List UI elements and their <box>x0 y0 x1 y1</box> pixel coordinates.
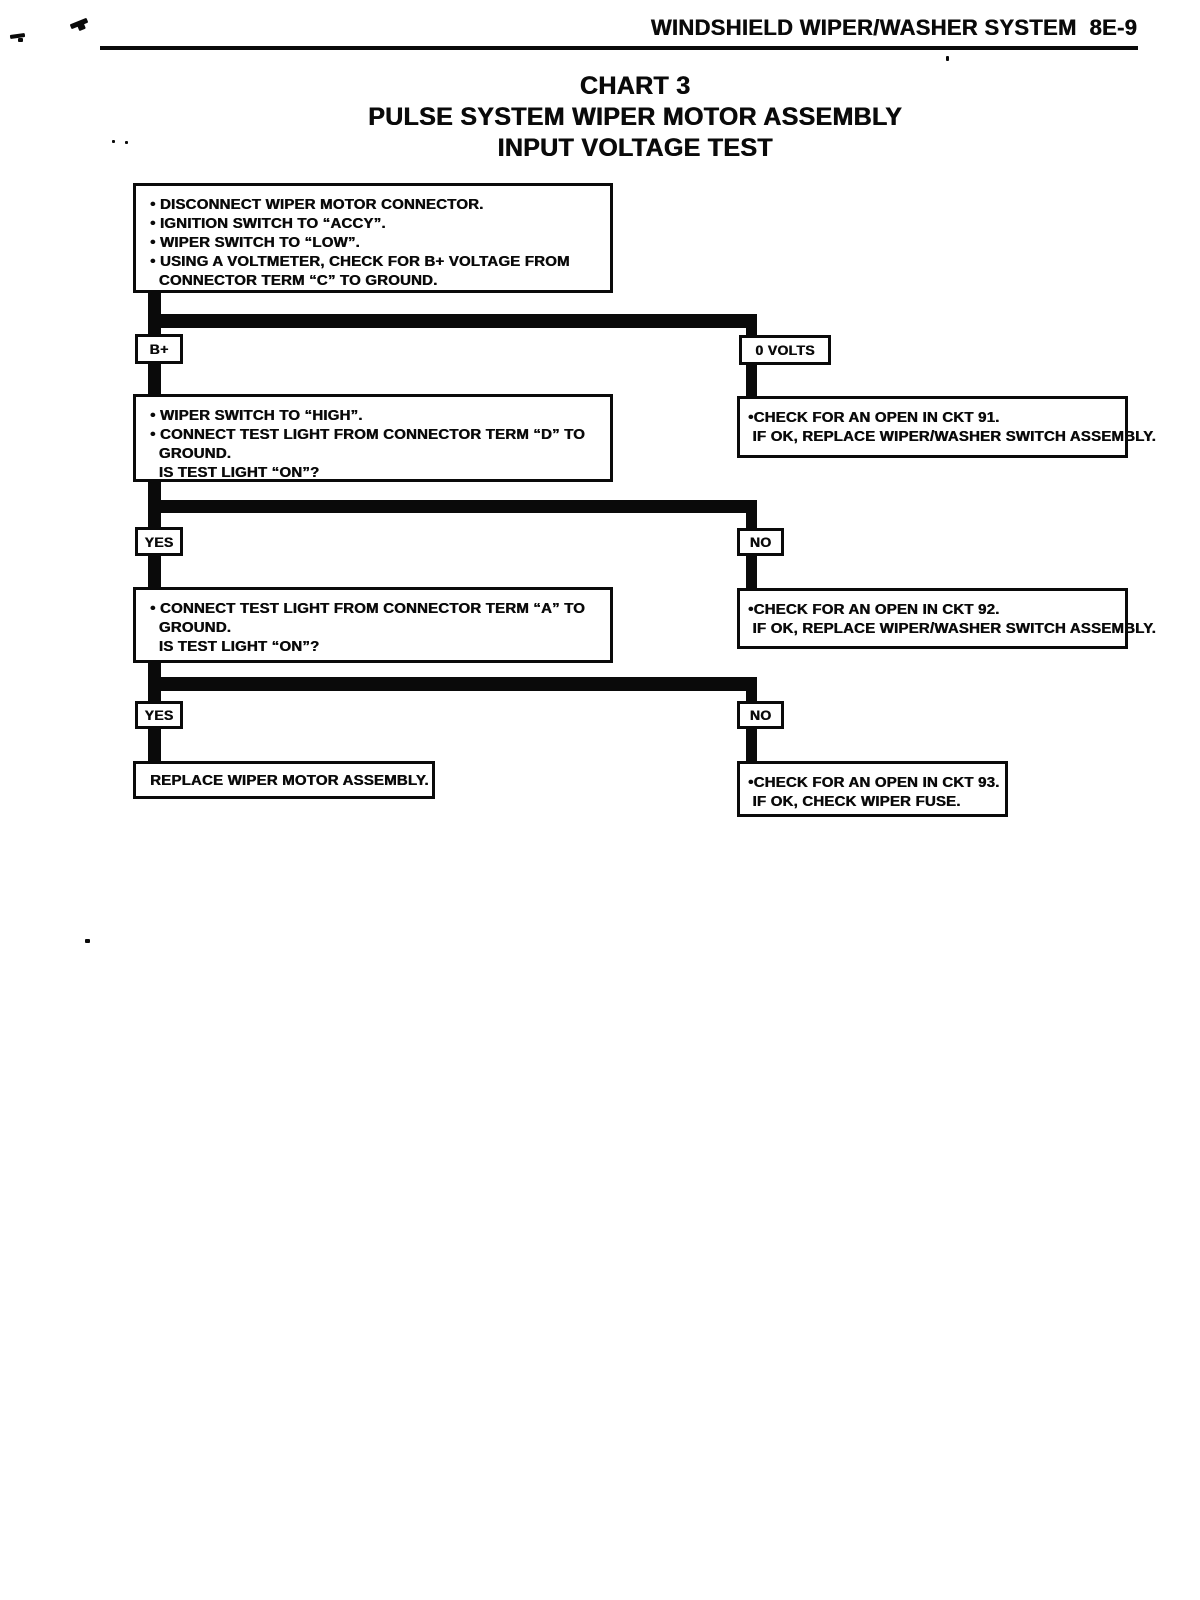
process-line: • WIPER SWITCH TO “HIGH”. <box>150 407 363 424</box>
action-line: REPLACE WIPER MOTOR ASSEMBLY. <box>150 771 429 789</box>
process-box-term-a <box>133 587 613 663</box>
result-line: •CHECK FOR AN OPEN IN CKT 92. <box>748 601 1000 618</box>
result-line: •CHECK FOR AN OPEN IN CKT 93. <box>748 774 1000 791</box>
process-box-initial-test <box>133 183 613 293</box>
chart-title <box>70 71 1200 164</box>
label-no-2: NO <box>737 701 784 729</box>
label-yes-2: YES <box>135 701 183 729</box>
connector-yes1-to-step3 <box>148 555 161 589</box>
process-line: IS TEST LIGHT “ON”? <box>150 464 320 481</box>
scan-speck <box>85 939 90 943</box>
process-line: • USING A VOLTMETER, CHECK FOR B+ VOLTAGE FROM <box>150 253 570 270</box>
chart-title-line2: PULSE SYSTEM WIPER MOTOR ASSEMBLY <box>367 103 903 131</box>
label-b-plus: B+ <box>135 334 183 364</box>
connector-bplus-to-step2 <box>148 363 161 395</box>
connector-branch3-right-down <box>746 677 757 704</box>
connector-branch2-bar <box>148 500 757 513</box>
chart-title-line3: INPUT VOLTAGE TEST <box>497 134 773 162</box>
process-line: • DISCONNECT WIPER MOTOR CONNECTOR. <box>150 196 484 213</box>
chart-title-line1: CHART 3 <box>579 72 691 100</box>
process-line: IS TEST LIGHT “ON”? <box>150 638 320 655</box>
action-box-replace-motor <box>133 761 435 799</box>
label-0-volts: 0 VOLTS <box>739 335 831 365</box>
process-line: • CONNECT TEST LIGHT FROM CONNECTOR TERM “A” TO <box>150 600 585 617</box>
process-line: • IGNITION SWITCH TO “ACCY”. <box>150 215 386 232</box>
process-box-high-term-d <box>133 394 613 482</box>
page-header-title: WINDSHIELD WIPER/WASHER SYSTEM 8E-9 <box>650 15 1137 40</box>
scan-speck <box>946 56 949 61</box>
result-line: IF OK, CHECK WIPER FUSE. <box>748 793 961 810</box>
connector-yes2-to-final <box>148 728 161 763</box>
connector-no2-to-ckt93 <box>746 728 757 763</box>
result-line: •CHECK FOR AN OPEN IN CKT 91. <box>748 409 1000 426</box>
process-line: • CONNECT TEST LIGHT FROM CONNECTOR TERM “D” TO <box>150 426 585 443</box>
process-line: GROUND. <box>150 445 231 462</box>
result-box-ckt91 <box>737 396 1156 458</box>
connector-branch1-bar <box>148 314 757 328</box>
process-line: CONNECTOR TERM “C” TO GROUND. <box>150 272 438 289</box>
header-rule <box>100 46 1138 50</box>
connector-0volts-to-ckt91 <box>746 364 757 397</box>
result-box-ckt93 <box>737 761 1008 817</box>
pen-mark <box>77 23 86 31</box>
result-box-ckt92 <box>737 588 1156 649</box>
process-line: GROUND. <box>150 619 231 636</box>
label-no-1: NO <box>737 528 784 556</box>
scan-speck <box>18 38 23 42</box>
label-yes-1: YES <box>135 527 183 556</box>
process-line: • WIPER SWITCH TO “LOW”. <box>150 234 360 251</box>
result-line: IF OK, REPLACE WIPER/WASHER SWITCH ASSEMBLY. <box>748 428 1156 445</box>
result-line: IF OK, REPLACE WIPER/WASHER SWITCH ASSEMBLY. <box>748 620 1156 637</box>
connector-branch2-right-down <box>746 500 757 530</box>
connector-no1-to-ckt92 <box>746 555 757 590</box>
connector-branch3-bar <box>148 677 757 691</box>
